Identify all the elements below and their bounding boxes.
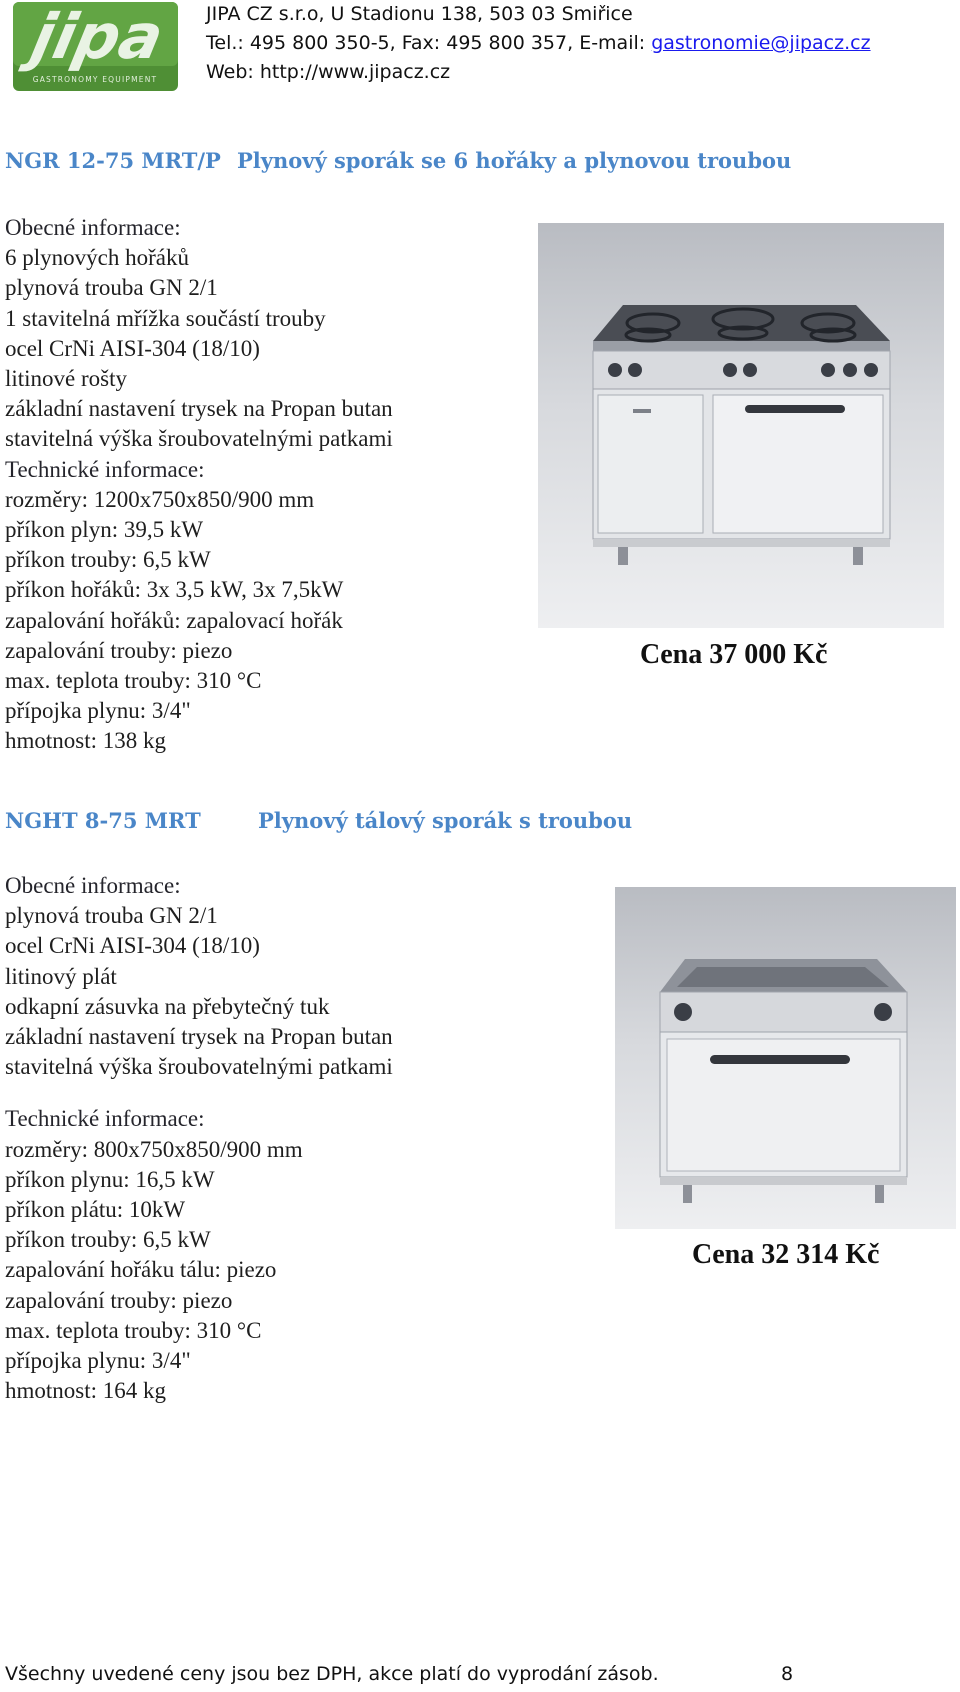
logo-tagline: GASTRONOMY EQUIPMENT <box>32 75 158 84</box>
company-contact <box>206 29 871 58</box>
spec-line: zapalování hořáků: zapalovací hořák <box>5 607 343 633</box>
spec-line: rozměry: 800x750x850/900 mm <box>5 1136 303 1162</box>
tech-info-heading: Technické informace: <box>5 456 205 482</box>
spec-line: zapalování trouby: piezo <box>5 1287 233 1313</box>
spec-line: litinový plát <box>5 963 117 989</box>
spec-line: stavitelná výška šroubovatelnými patkami <box>5 1054 393 1080</box>
company-header <box>206 0 871 87</box>
product-2-price: Cena 32 314 Kč <box>692 1239 880 1270</box>
product-1-name: Plynový sporák se 6 hořáky a plynovou troubou <box>237 148 792 173</box>
spec-line: plynová trouba GN 2/1 <box>5 275 218 301</box>
tech-info-heading: Technické informace: <box>5 1106 205 1132</box>
spec-line: zapalování trouby: piezo <box>5 637 233 663</box>
general-info-heading: Obecné informace: <box>5 873 181 898</box>
contact-phones: Tel.: 495 800 350-5, Fax: 495 800 357, E-mail: <box>206 32 652 54</box>
solid-top-range-illustration <box>615 887 956 1229</box>
spec-line: příkon plátu: 10kW <box>5 1197 186 1223</box>
spec-line: hmotnost: 164 kg <box>5 1378 167 1404</box>
product-2-specs <box>5 871 393 1406</box>
spec-line: max. teplota trouby: 310 °C <box>5 1317 262 1343</box>
spec-line: rozměry: 1200x750x850/900 mm <box>5 486 315 512</box>
company-web: Web: http://www.jipacz.cz <box>206 61 451 83</box>
spec-line: plynová trouba GN 2/1 <box>5 903 218 929</box>
jipa-logo <box>13 2 178 91</box>
spec-line: litinové rošty <box>5 366 128 392</box>
range-6-burner-illustration <box>538 223 944 628</box>
spec-line: zapalování hořáku tálu: piezo <box>5 1257 277 1283</box>
spec-line: ocel CrNi AISI-304 (18/10) <box>5 933 260 959</box>
general-info-heading: Obecné informace: <box>5 215 181 240</box>
footer-note: Všechny uvedené ceny jsou bez DPH, akce platí do vyprodání zásob. <box>5 1663 659 1685</box>
page-number: 8 <box>781 1663 794 1685</box>
spec-line: přípojka plynu: 3/4" <box>5 1348 191 1374</box>
spec-line: přípojka plynu: 3/4" <box>5 698 191 724</box>
spec-line: hmotnost: 138 kg <box>5 728 167 754</box>
company-address: JIPA CZ s.r.o, U Stadionu 138, 503 03 Smiřice <box>206 3 633 25</box>
spec-line: příkon hořáků: 3x 3,5 kW, 3x 7,5kW <box>5 577 344 603</box>
spec-line: stavitelná výška šroubovatelnými patkami <box>5 426 393 452</box>
product-2-code: NGHT 8-75 MRT <box>5 808 201 833</box>
spec-line: max. teplota trouby: 310 °C <box>5 668 262 694</box>
spec-line: základní nastavení trysek na Propan butan <box>5 396 393 422</box>
spec-line: 6 plynových hořáků <box>5 245 189 271</box>
spec-line: příkon plynu: 16,5 kW <box>5 1166 215 1192</box>
email-link[interactable]: gastronomie@jipacz.cz <box>651 32 871 54</box>
product-2-photo <box>615 887 956 1229</box>
product-1-price: Cena 37 000 Kč <box>640 639 828 670</box>
spec-line: ocel CrNi AISI-304 (18/10) <box>5 335 260 361</box>
logo-wordmark: jipa <box>25 2 170 73</box>
spec-line: odkapní zásuvka na přebytečný tuk <box>5 993 330 1019</box>
product-1-code: NGR 12-75 MRT/P <box>5 148 221 173</box>
spec-line: základní nastavení trysek na Propan butan <box>5 1024 393 1050</box>
product-2-name: Plynový tálový sporák s troubou <box>258 808 633 833</box>
product-1-photo <box>538 223 944 628</box>
spec-line: příkon plyn: 39,5 kW <box>5 517 204 543</box>
spec-line: příkon trouby: 6,5 kW <box>5 1227 211 1253</box>
spec-line: příkon trouby: 6,5 kW <box>5 547 211 573</box>
product-1-specs <box>5 213 393 757</box>
spec-line: 1 stavitelná mřížka součástí trouby <box>5 305 326 331</box>
